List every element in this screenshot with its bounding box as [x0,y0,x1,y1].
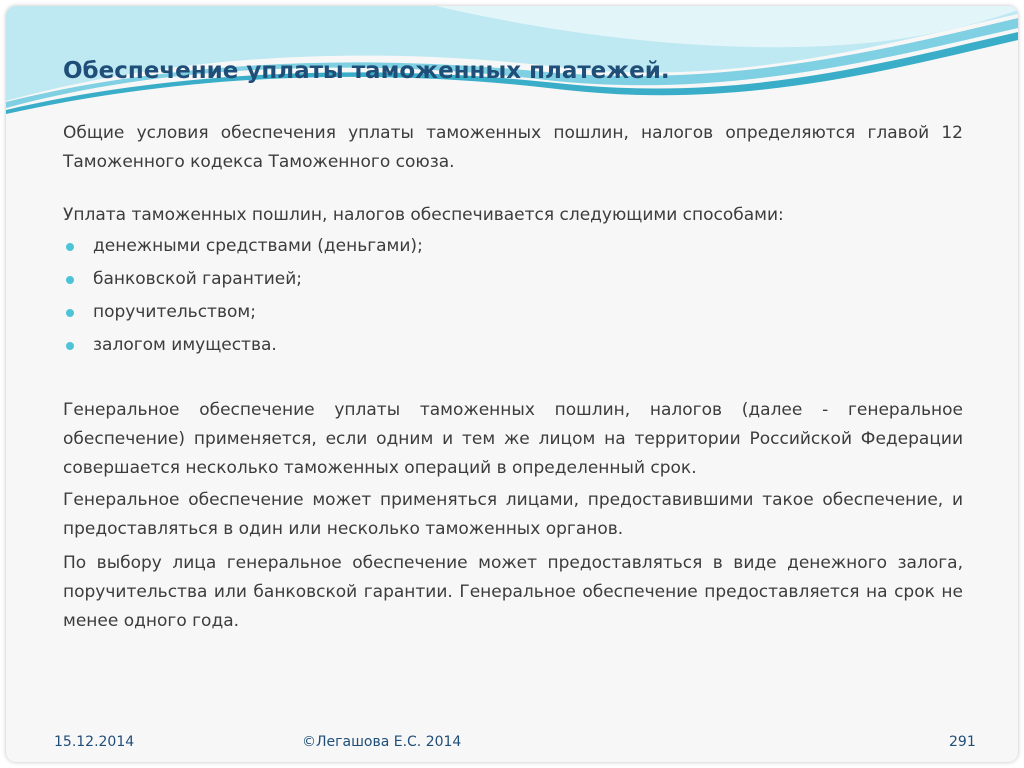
list-item-text: денежными средствами (деньгами); [93,236,423,256]
page-title: Обеспечение уплаты таможенных платежей. [63,58,670,84]
methods-list [63,232,963,364]
footer-author: ©Легашова Е.С. 2014 [302,734,462,750]
list-item [63,298,963,331]
intro-paragraph: Общие условия обеспечения уплаты таможенных пошлин, налогов определяются главой 12 Таможенного кодекса Таможенного союза. [63,123,963,172]
general-definition-paragraph: Генеральное обеспечение уплаты таможенных пошлин, налогов (далее - генеральное обеспечение) применяется, если одним и тем же лицом на территории Российской Федерации совершается несколько таможенных операций в определенный срок. [63,400,963,478]
list-item [63,232,963,265]
list-item-text: банковской гарантией; [93,269,303,289]
footer-page-number: 291 [949,734,976,750]
bullet-dot-icon [66,243,74,251]
bullet-dot-icon [66,276,74,284]
bullet-dot-icon [66,342,74,350]
list-item [63,265,963,298]
general-usage-paragraph: Генеральное обеспечение может применяться лицами, предоставившими такое обеспечение, и предоставляться в один или несколько таможенных органов. [63,490,963,539]
slide-frame [6,6,1018,762]
list-item [63,331,963,364]
list-item-text: залогом имущества. [93,335,277,355]
list-item-text: поручительством; [93,302,256,322]
methods-lead: Уплата таможенных пошлин, налогов обеспечивается следующими способами: [63,205,784,225]
slide-body [63,119,963,636]
general-forms-paragraph: По выбору лица генеральное обеспечение может предоставляться в виде денежного залога, поручительства или банковской гарантии. Генеральное обеспечение предоставляется на срок не менее одного года. [63,553,963,631]
bullet-dot-icon [66,309,74,317]
footer-date: 15.12.2014 [54,734,135,750]
